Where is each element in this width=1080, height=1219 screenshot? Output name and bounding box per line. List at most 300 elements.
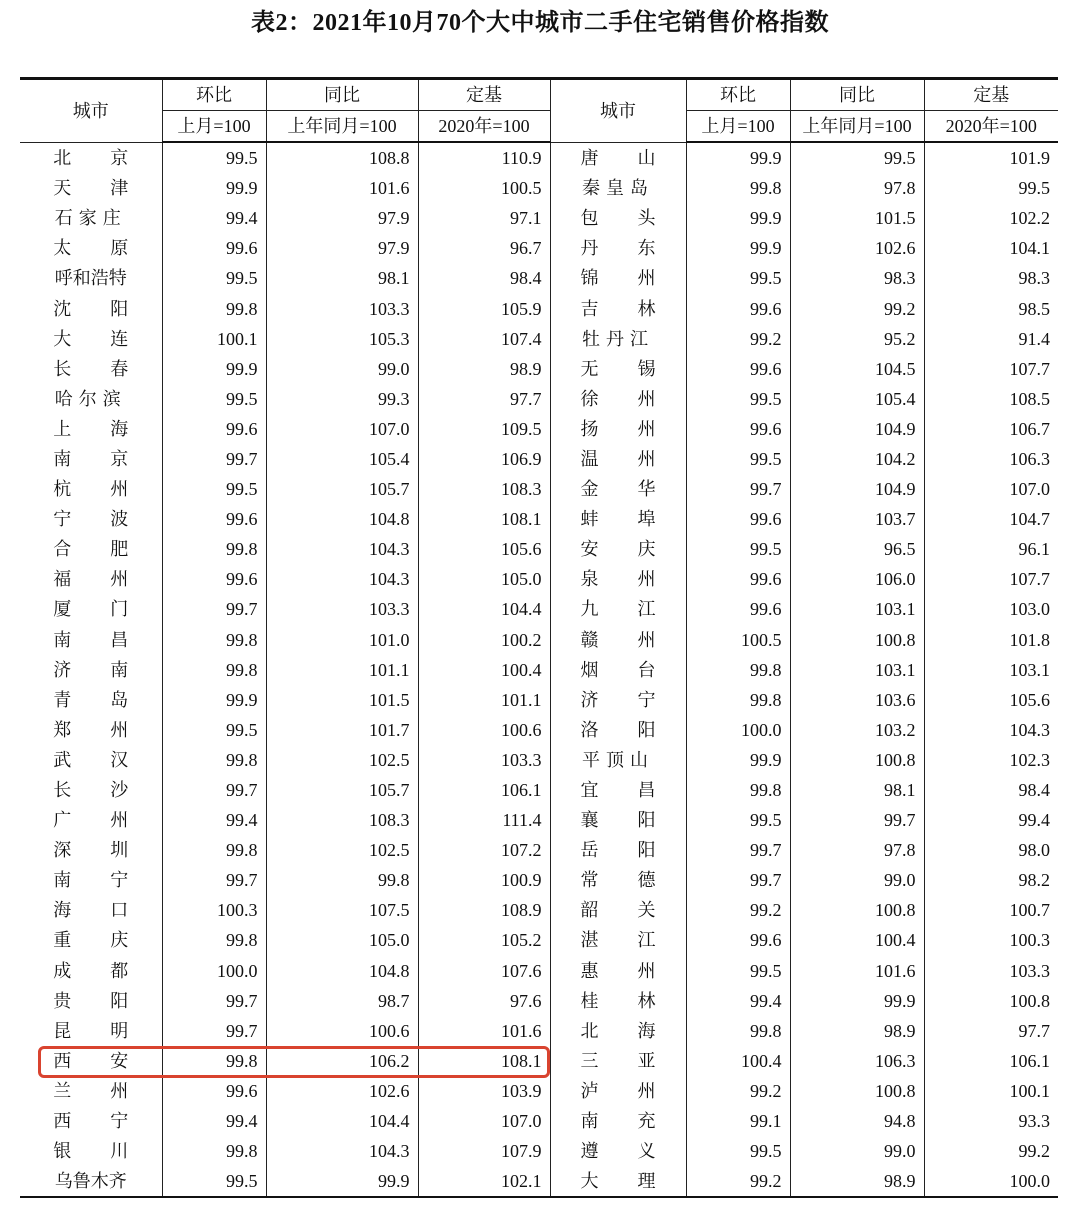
table-row <box>20 203 1058 233</box>
yoy-value: 105.0 <box>266 925 418 955</box>
yoy-value: 106.2 <box>266 1046 418 1076</box>
yoy-value: 100.6 <box>266 1016 418 1046</box>
table-row <box>20 293 1058 323</box>
city-name: 锦州 <box>580 268 656 289</box>
base-value: 100.4 <box>418 655 550 685</box>
city-name: 烟台 <box>580 659 656 680</box>
city-name-cell <box>20 444 162 474</box>
table-row <box>20 925 1058 955</box>
base-value: 108.9 <box>418 895 550 925</box>
city-name-cell <box>550 293 686 323</box>
city-name-cell <box>20 474 162 504</box>
city-name-cell <box>550 173 686 203</box>
city-name-cell <box>550 1166 686 1197</box>
base-value: 100.5 <box>418 173 550 203</box>
yoy-value: 102.5 <box>266 745 418 775</box>
yoy-value: 99.0 <box>266 354 418 384</box>
header-yoy: 同比 <box>266 79 418 111</box>
city-name: 无锡 <box>580 358 656 379</box>
base-value: 98.2 <box>924 865 1058 895</box>
city-name-cell <box>20 655 162 685</box>
header-yoy-sub: 上年同月=100 <box>790 111 924 143</box>
header-mom-sub: 上月=100 <box>162 111 266 143</box>
city-name: 温州 <box>580 448 656 469</box>
mom-value: 99.2 <box>686 324 790 354</box>
city-name-cell <box>20 384 162 414</box>
mom-value: 99.7 <box>686 474 790 504</box>
yoy-value: 99.9 <box>790 986 924 1016</box>
table-row <box>20 594 1058 624</box>
mom-value: 99.5 <box>686 534 790 564</box>
city-name-cell <box>550 1136 686 1166</box>
table-row <box>20 1016 1058 1046</box>
base-value: 107.7 <box>924 564 1058 594</box>
mom-value: 99.7 <box>162 986 266 1016</box>
base-value: 107.6 <box>418 956 550 986</box>
table-row <box>20 1106 1058 1136</box>
city-name: 郑州 <box>53 719 129 740</box>
city-name: 成都 <box>53 960 129 981</box>
base-value: 101.1 <box>418 685 550 715</box>
base-value: 106.7 <box>924 414 1058 444</box>
city-name-cell <box>550 865 686 895</box>
city-name-cell <box>20 354 162 384</box>
base-value: 99.4 <box>924 805 1058 835</box>
city-name-cell <box>20 925 162 955</box>
city-name-cell <box>20 715 162 745</box>
mom-value: 99.6 <box>162 414 266 444</box>
city-name-cell <box>20 1016 162 1046</box>
city-name: 海口 <box>53 900 129 921</box>
city-name-cell <box>550 1016 686 1046</box>
mom-value: 99.2 <box>686 1166 790 1197</box>
yoy-value: 104.3 <box>266 564 418 594</box>
mom-value: 99.5 <box>162 474 266 504</box>
base-value: 98.4 <box>418 263 550 293</box>
table-row <box>20 233 1058 263</box>
mom-value: 99.7 <box>686 835 790 865</box>
city-name: 沈阳 <box>53 298 129 319</box>
table-row <box>20 354 1058 384</box>
city-name-cell <box>550 805 686 835</box>
city-name: 武汉 <box>53 749 129 770</box>
yoy-value: 102.6 <box>790 233 924 263</box>
yoy-value: 101.6 <box>266 173 418 203</box>
yoy-value: 103.7 <box>790 504 924 534</box>
mom-value: 99.8 <box>686 173 790 203</box>
yoy-value: 104.5 <box>790 354 924 384</box>
base-value: 91.4 <box>924 324 1058 354</box>
yoy-value: 95.2 <box>790 324 924 354</box>
city-name-cell <box>20 1046 162 1076</box>
yoy-value: 100.8 <box>790 895 924 925</box>
base-value: 105.6 <box>418 534 550 564</box>
mom-value: 99.7 <box>162 775 266 805</box>
table-row <box>20 414 1058 444</box>
city-name: 青岛 <box>53 689 129 710</box>
city-name: 太原 <box>53 238 129 259</box>
city-name: 石家庄 <box>54 208 127 229</box>
yoy-value: 101.1 <box>266 655 418 685</box>
base-value: 107.9 <box>418 1136 550 1166</box>
base-value: 106.3 <box>924 444 1058 474</box>
table-row <box>20 142 1058 173</box>
yoy-value: 104.4 <box>266 1106 418 1136</box>
city-name-cell <box>20 233 162 263</box>
mom-value: 99.7 <box>162 594 266 624</box>
city-name-cell <box>550 925 686 955</box>
base-value: 101.8 <box>924 625 1058 655</box>
city-name-cell <box>550 142 686 173</box>
city-name: 洛阳 <box>580 719 656 740</box>
table-row <box>20 384 1058 414</box>
yoy-value: 99.0 <box>790 1136 924 1166</box>
yoy-value: 99.0 <box>790 865 924 895</box>
base-value: 96.1 <box>924 534 1058 564</box>
mom-value: 99.8 <box>162 745 266 775</box>
table-row <box>20 1166 1058 1197</box>
base-value: 100.0 <box>924 1166 1058 1197</box>
city-name: 包头 <box>580 208 656 229</box>
base-value: 98.4 <box>924 775 1058 805</box>
yoy-value: 98.7 <box>266 986 418 1016</box>
mom-value: 99.6 <box>162 504 266 534</box>
city-name-cell <box>550 534 686 564</box>
mom-value: 99.1 <box>686 1106 790 1136</box>
city-name: 金华 <box>580 479 656 500</box>
base-value: 105.2 <box>418 925 550 955</box>
mom-value: 99.8 <box>162 625 266 655</box>
city-name-cell <box>20 263 162 293</box>
base-value: 103.3 <box>924 956 1058 986</box>
city-name-cell <box>20 414 162 444</box>
header-yoy-sub: 上年同月=100 <box>266 111 418 143</box>
city-name: 泉州 <box>580 569 656 590</box>
table-row <box>20 534 1058 564</box>
table-body <box>20 142 1058 1197</box>
yoy-value: 103.3 <box>266 293 418 323</box>
base-value: 104.3 <box>924 715 1058 745</box>
city-name: 南京 <box>53 448 129 469</box>
mom-value: 99.7 <box>686 865 790 895</box>
mom-value: 99.5 <box>686 444 790 474</box>
base-value: 102.3 <box>924 745 1058 775</box>
mom-value: 99.4 <box>686 986 790 1016</box>
base-value: 105.6 <box>924 685 1058 715</box>
city-name-cell <box>20 835 162 865</box>
header-city: 城市 <box>20 79 162 143</box>
yoy-value: 104.3 <box>266 534 418 564</box>
base-value: 96.7 <box>418 233 550 263</box>
table-row <box>20 263 1058 293</box>
city-name-cell <box>550 986 686 1016</box>
city-name: 西宁 <box>53 1111 129 1132</box>
table-row <box>20 835 1058 865</box>
base-value: 103.9 <box>418 1076 550 1106</box>
table-row <box>20 745 1058 775</box>
mom-value: 99.5 <box>162 715 266 745</box>
base-value: 102.1 <box>418 1166 550 1197</box>
mom-value: 99.6 <box>686 564 790 594</box>
mom-value: 99.9 <box>162 173 266 203</box>
yoy-value: 103.3 <box>266 594 418 624</box>
mom-value: 99.2 <box>686 895 790 925</box>
base-value: 97.7 <box>418 384 550 414</box>
mom-value: 99.7 <box>162 444 266 474</box>
city-name-cell <box>20 1076 162 1106</box>
city-name: 牡丹江 <box>582 328 654 349</box>
city-name-cell <box>20 685 162 715</box>
mom-value: 99.8 <box>162 534 266 564</box>
yoy-value: 103.6 <box>790 685 924 715</box>
table-row <box>20 865 1058 895</box>
city-name-cell <box>550 835 686 865</box>
city-name-cell <box>550 625 686 655</box>
mom-value: 99.6 <box>686 293 790 323</box>
yoy-value: 98.1 <box>266 263 418 293</box>
city-name: 南充 <box>580 1111 656 1132</box>
yoy-value: 104.8 <box>266 956 418 986</box>
city-name-cell <box>20 625 162 655</box>
city-name-cell <box>550 745 686 775</box>
yoy-value: 100.8 <box>790 625 924 655</box>
base-value: 107.0 <box>924 474 1058 504</box>
yoy-value: 99.5 <box>790 142 924 173</box>
mom-value: 99.8 <box>162 925 266 955</box>
table-row <box>20 805 1058 835</box>
city-name: 襄阳 <box>580 810 656 831</box>
base-value: 100.2 <box>418 625 550 655</box>
mom-value: 99.5 <box>162 384 266 414</box>
mom-value: 99.8 <box>162 1136 266 1166</box>
base-value: 110.9 <box>418 142 550 173</box>
city-name: 呼和浩特 <box>54 268 127 289</box>
mom-value: 100.1 <box>162 324 266 354</box>
yoy-value: 104.3 <box>266 1136 418 1166</box>
city-name-cell <box>20 956 162 986</box>
city-name-cell <box>20 324 162 354</box>
city-name-cell <box>20 594 162 624</box>
mom-value: 99.5 <box>162 263 266 293</box>
table-row <box>20 444 1058 474</box>
city-name: 赣州 <box>580 629 656 650</box>
yoy-value: 107.5 <box>266 895 418 925</box>
base-value: 97.6 <box>418 986 550 1016</box>
yoy-value: 104.9 <box>790 414 924 444</box>
header-base-sub: 2020年=100 <box>924 111 1058 143</box>
mom-value: 99.5 <box>162 1166 266 1197</box>
yoy-value: 107.0 <box>266 414 418 444</box>
city-name: 蚌埠 <box>580 509 656 530</box>
city-name: 大理 <box>580 1171 656 1192</box>
base-value: 105.0 <box>418 564 550 594</box>
mom-value: 99.7 <box>162 1016 266 1046</box>
base-value: 107.2 <box>418 835 550 865</box>
city-name-cell <box>550 956 686 986</box>
table-row <box>20 173 1058 203</box>
table-row <box>20 625 1058 655</box>
city-name: 韶关 <box>580 900 656 921</box>
city-name-cell <box>20 173 162 203</box>
city-name: 三亚 <box>580 1050 656 1071</box>
city-name-cell <box>550 655 686 685</box>
table-title: 表2：2021年10月70个大中城市二手住宅销售价格指数 <box>251 10 829 36</box>
city-name: 福州 <box>53 569 129 590</box>
city-name: 济南 <box>53 659 129 680</box>
city-name: 泸州 <box>580 1080 656 1101</box>
city-name-cell <box>550 414 686 444</box>
yoy-value: 96.5 <box>790 534 924 564</box>
city-name: 杭州 <box>53 479 129 500</box>
city-name: 宁波 <box>53 509 129 530</box>
city-name: 岳阳 <box>580 840 656 861</box>
city-name: 九江 <box>580 599 656 620</box>
yoy-value: 103.1 <box>790 655 924 685</box>
city-name: 北京 <box>53 147 129 168</box>
city-name-cell <box>20 775 162 805</box>
city-name: 常德 <box>580 870 656 891</box>
yoy-value: 98.9 <box>790 1166 924 1197</box>
yoy-value: 100.8 <box>790 745 924 775</box>
mom-value: 99.8 <box>162 1046 266 1076</box>
base-value: 108.1 <box>418 504 550 534</box>
city-name-cell <box>550 354 686 384</box>
base-value: 101.9 <box>924 142 1058 173</box>
city-name-cell <box>550 203 686 233</box>
base-value: 99.2 <box>924 1136 1058 1166</box>
header-yoy: 同比 <box>790 79 924 111</box>
table-row <box>20 324 1058 354</box>
city-name: 惠州 <box>580 960 656 981</box>
city-name-cell <box>20 986 162 1016</box>
price-index-table <box>20 77 1058 1198</box>
base-value: 100.8 <box>924 986 1058 1016</box>
city-name: 桂林 <box>580 990 656 1011</box>
city-name: 遵义 <box>580 1141 656 1162</box>
mom-value: 99.4 <box>162 203 266 233</box>
city-name-cell <box>550 564 686 594</box>
table-row <box>20 775 1058 805</box>
mom-value: 99.6 <box>686 594 790 624</box>
mom-value: 99.5 <box>686 956 790 986</box>
base-value: 102.2 <box>924 203 1058 233</box>
mom-value: 99.6 <box>162 1076 266 1106</box>
mom-value: 99.6 <box>686 354 790 384</box>
yoy-value: 98.9 <box>790 1016 924 1046</box>
city-name-cell <box>550 1076 686 1106</box>
base-value: 106.1 <box>418 775 550 805</box>
base-value: 103.3 <box>418 745 550 775</box>
yoy-value: 105.4 <box>790 384 924 414</box>
mom-value: 99.5 <box>686 384 790 414</box>
mom-value: 99.8 <box>162 655 266 685</box>
city-name: 西安 <box>53 1050 129 1071</box>
header-base: 定基 <box>924 79 1058 111</box>
mom-value: 99.7 <box>162 865 266 895</box>
table-row <box>20 1076 1058 1106</box>
yoy-value: 106.3 <box>790 1046 924 1076</box>
header-base-sub: 2020年=100 <box>418 111 550 143</box>
city-name: 银川 <box>53 1141 129 1162</box>
mom-value: 99.5 <box>162 142 266 173</box>
city-name-cell <box>20 895 162 925</box>
city-name-cell <box>550 775 686 805</box>
mom-value: 99.5 <box>686 263 790 293</box>
base-value: 108.3 <box>418 474 550 504</box>
table-row <box>20 1136 1058 1166</box>
yoy-value: 104.8 <box>266 504 418 534</box>
header-base: 定基 <box>418 79 550 111</box>
base-value: 107.4 <box>418 324 550 354</box>
yoy-value: 98.1 <box>790 775 924 805</box>
yoy-value: 100.4 <box>790 925 924 955</box>
mom-value: 99.6 <box>686 504 790 534</box>
yoy-value: 99.3 <box>266 384 418 414</box>
mom-value: 99.8 <box>162 835 266 865</box>
mom-value: 99.9 <box>686 142 790 173</box>
city-name: 大连 <box>53 328 129 349</box>
city-name-cell <box>20 865 162 895</box>
base-value: 98.3 <box>924 263 1058 293</box>
base-value: 107.0 <box>418 1106 550 1136</box>
city-name-cell <box>550 233 686 263</box>
city-name: 吉林 <box>580 298 656 319</box>
yoy-value: 101.6 <box>790 956 924 986</box>
city-name: 上海 <box>53 418 129 439</box>
yoy-value: 101.5 <box>266 685 418 715</box>
mom-value: 99.9 <box>162 685 266 715</box>
yoy-value: 97.8 <box>790 173 924 203</box>
yoy-value: 101.7 <box>266 715 418 745</box>
mom-value: 99.8 <box>686 655 790 685</box>
city-name-cell <box>550 594 686 624</box>
table-row <box>20 474 1058 504</box>
base-value: 99.5 <box>924 173 1058 203</box>
yoy-value: 106.0 <box>790 564 924 594</box>
mom-value: 99.2 <box>686 1076 790 1106</box>
base-value: 107.7 <box>924 354 1058 384</box>
mom-value: 99.4 <box>162 805 266 835</box>
base-value: 109.5 <box>418 414 550 444</box>
city-name: 济宁 <box>580 689 656 710</box>
city-name: 长沙 <box>53 780 129 801</box>
base-value: 104.1 <box>924 233 1058 263</box>
mom-value: 99.9 <box>162 354 266 384</box>
table-row <box>20 1046 1058 1076</box>
yoy-value: 97.9 <box>266 233 418 263</box>
yoy-value: 99.2 <box>790 293 924 323</box>
mom-value: 100.5 <box>686 625 790 655</box>
yoy-value: 101.0 <box>266 625 418 655</box>
yoy-value: 97.9 <box>266 203 418 233</box>
base-value: 101.6 <box>418 1016 550 1046</box>
city-name: 唐山 <box>580 147 656 168</box>
base-value: 104.4 <box>418 594 550 624</box>
base-value: 100.1 <box>924 1076 1058 1106</box>
city-name-cell <box>550 324 686 354</box>
city-name-cell <box>550 444 686 474</box>
city-name-cell <box>20 203 162 233</box>
city-name: 哈尔滨 <box>54 388 127 409</box>
yoy-value: 99.9 <box>266 1166 418 1197</box>
city-name-cell <box>20 142 162 173</box>
yoy-value: 101.5 <box>790 203 924 233</box>
base-value: 98.9 <box>418 354 550 384</box>
city-name: 丹东 <box>580 238 656 259</box>
mom-value: 99.8 <box>686 1016 790 1046</box>
yoy-value: 99.8 <box>266 865 418 895</box>
mom-value: 99.5 <box>686 805 790 835</box>
